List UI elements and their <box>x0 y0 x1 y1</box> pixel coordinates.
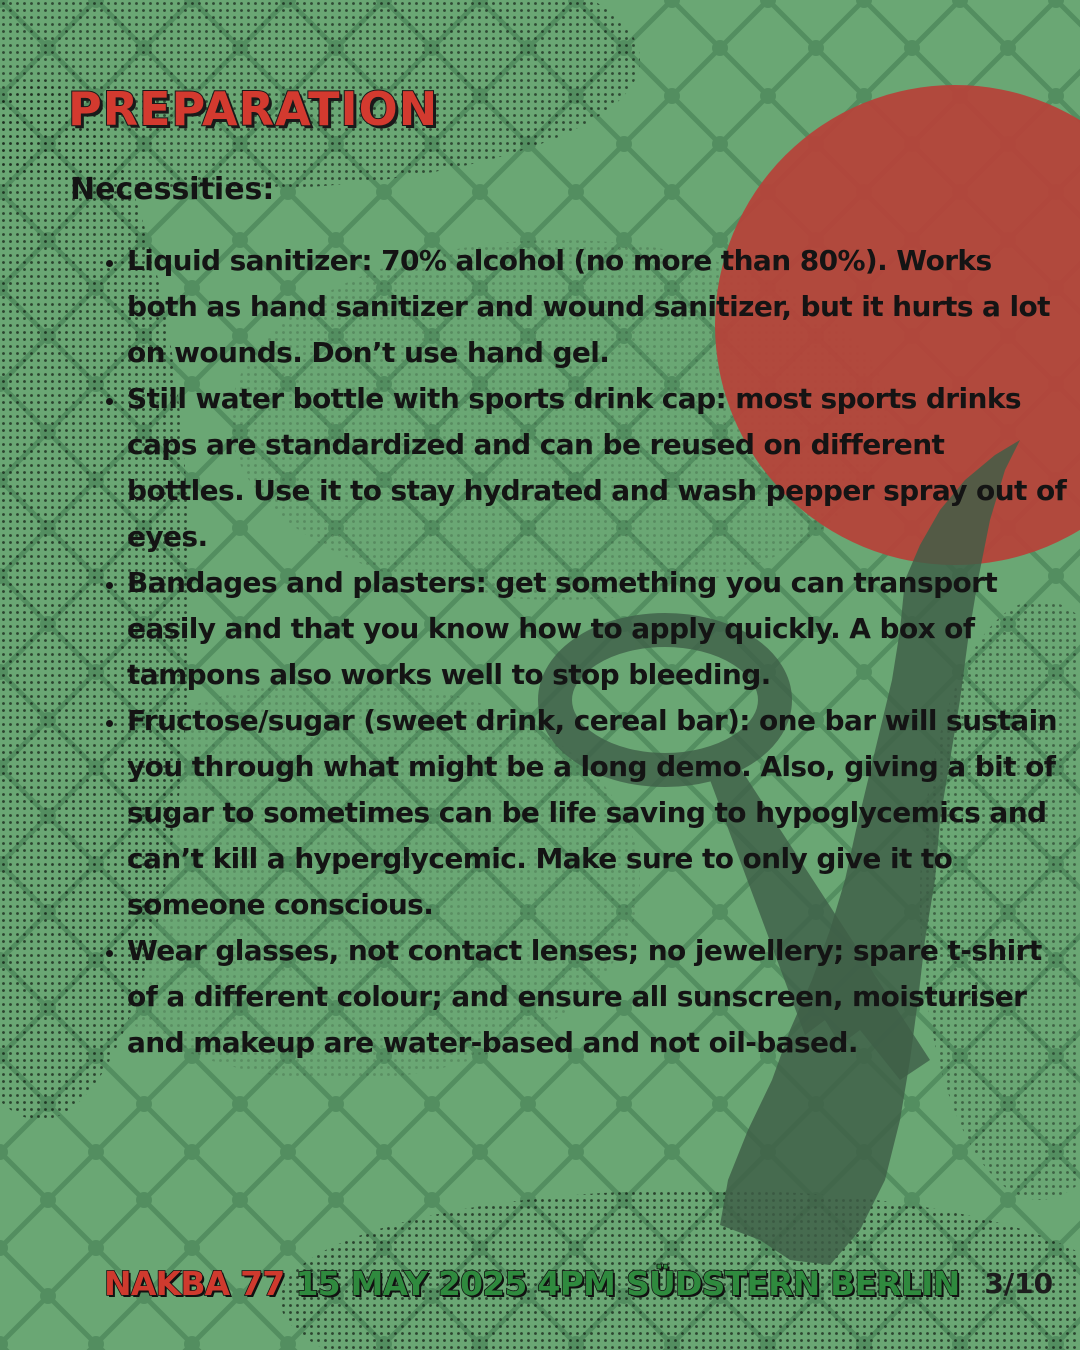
section-subtitle: Necessities: <box>70 172 275 207</box>
event-time: 4PM <box>537 1263 616 1303</box>
page-number: 3/10 <box>984 1266 1054 1300</box>
list-item: • Liquid sanitizer: 70% alcohol (no more than 80%). Works both as hand sanitizer and wound sanitizer, but it hurts a lot on wounds. Don’t use hand gel. <box>127 238 1067 376</box>
event-footer <box>104 1258 1054 1308</box>
list-item: • Bandages and plasters: get something you can transport easily and that you know how to apply quickly. A box of tampons also works well to stop bleeding. <box>127 560 1067 698</box>
necessities-list <box>80 238 1067 1066</box>
event-location: SÜDSTERN BERLIN <box>626 1263 960 1303</box>
list-item: • Still water bottle with sports drink cap: most sports drinks caps are standardized and can be reused on different bottles. Use it to stay hydrated and wash pepper spray out of eyes. <box>127 376 1067 560</box>
list-item: • Wear glasses, not contact lenses; no jewellery; spare t-shirt of a different colour; and ensure all sunscreen, moisturiser and makeup are water-based and not oil-based. <box>127 928 1067 1066</box>
event-name: NAKBA 77 <box>104 1263 285 1303</box>
page-title: PREPARATION <box>68 82 439 136</box>
event-date: 15 MAY 2025 <box>295 1263 527 1303</box>
list-item: • Fructose/sugar (sweet drink, cereal bar): one bar will sustain you through what might be a long demo. Also, giving a bit of sugar to sometimes can be life saving to hypoglycemics and can’t kill a hyperglycemic. Make sure to only give it to someone conscious. <box>127 698 1067 928</box>
